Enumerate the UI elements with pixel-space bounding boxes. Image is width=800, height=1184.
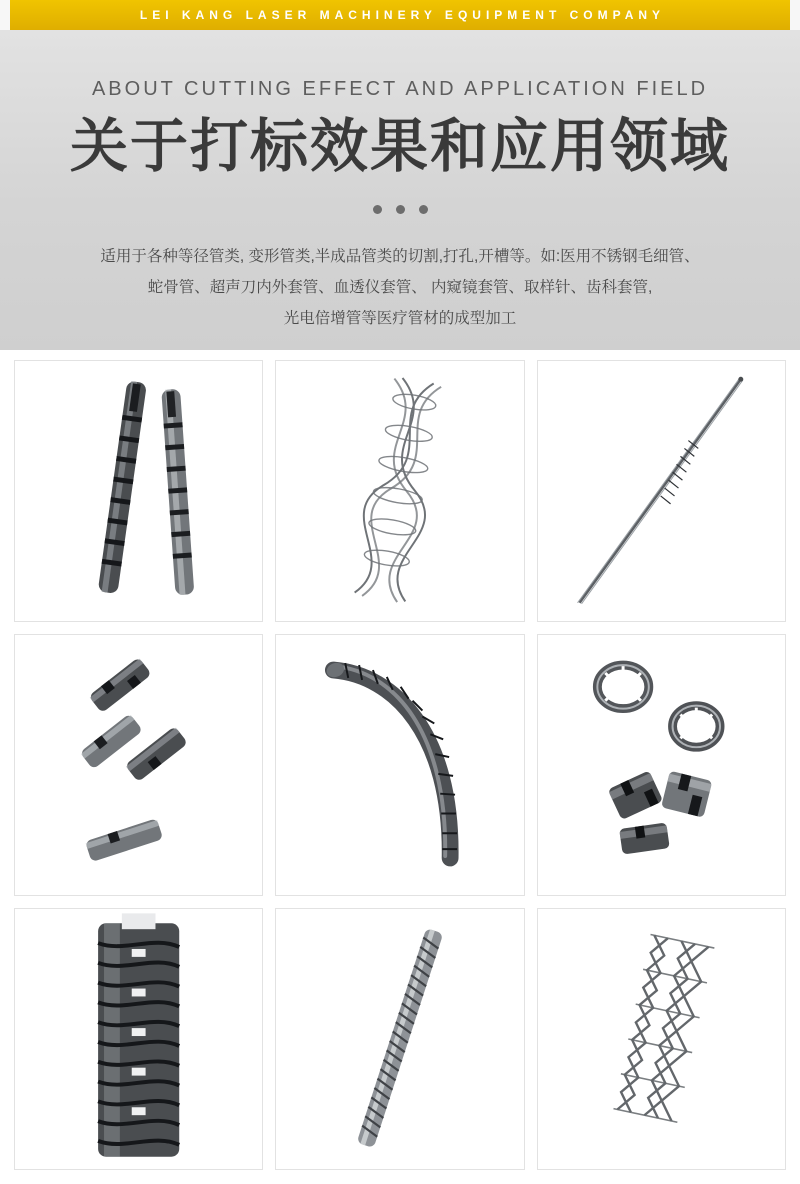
- divider-dot: [419, 205, 428, 214]
- rings-fittings-image: [538, 635, 785, 895]
- gallery-item-helical-coil-spring-tube: [275, 908, 524, 1170]
- helical-coil-image: [276, 909, 523, 1169]
- gallery-item-cut-tube-segments-group: [14, 634, 263, 896]
- brand-bar-text: LEI KANG LASER MACHINERY EQUIPMENT COMPANY: [139, 8, 666, 22]
- hero-description: [80, 241, 720, 334]
- spiral-slotted-tube-image: [15, 909, 262, 1169]
- gallery-item-laser-cut-rings-and-fittings: [537, 634, 786, 896]
- slotted-tubes-image: [15, 361, 262, 621]
- vascular-stent-image: [538, 909, 785, 1169]
- hero-description-line: 光电倍增管等医疗管材的成型加工: [283, 309, 517, 327]
- divider-dots: [0, 205, 800, 215]
- gallery-item-long-thin-capillary-needle: [537, 360, 786, 622]
- brand-bar: [0, 0, 800, 30]
- hero-section: [0, 30, 800, 350]
- brand-bar-right-cap: [790, 0, 800, 30]
- capillary-needle-image: [538, 361, 785, 621]
- hero-eyebrow: ABOUT CUTTING EFFECT AND APPLICATION FIELD: [91, 78, 709, 100]
- gallery-item-slotted-stainless-tubes-pair: [14, 360, 263, 622]
- gallery-item-diamond-mesh-vascular-stent: [537, 908, 786, 1170]
- snake-bone-tube-image: [276, 635, 523, 895]
- gallery-item-flexible-snake-bone-tube: [275, 634, 524, 896]
- gallery-item-spiral-slotted-thick-tube: [14, 908, 263, 1170]
- hero-description-line: 蛇骨管、超声刀内外套管、血透仪套管、 内窥镜套管、取样针、齿科套管,: [147, 278, 653, 296]
- product-gallery: [0, 350, 800, 1184]
- brand-bar-left-cap: [0, 0, 10, 30]
- gallery-item-braided-mesh-stent-tube: [275, 360, 524, 622]
- tube-segments-image: [15, 635, 262, 895]
- hero-description-line: 适用于各种等径管类, 变形管类,半成品管类的切割,打孔,开槽等。如:医用不锈钢毛细管、: [100, 247, 700, 265]
- braided-mesh-image: [276, 361, 523, 621]
- page-title: 关于打标效果和应用领域: [69, 114, 730, 179]
- divider-dot: [373, 205, 382, 214]
- divider-dot: [396, 205, 405, 214]
